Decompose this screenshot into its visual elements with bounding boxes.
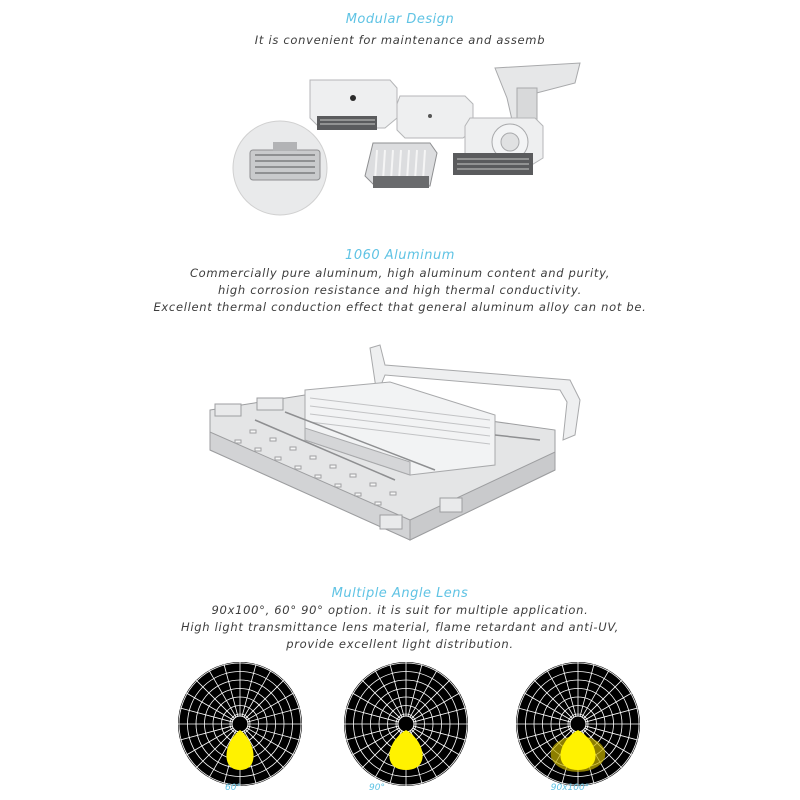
aluminum-line-3: Excellent thermal conduction effect that general aluminum alloy can not be. bbox=[153, 300, 647, 314]
caption-90: 90° bbox=[369, 783, 385, 793]
lens-line-2: High light transmittance lens material, flame retardant and anti-UV, bbox=[181, 620, 619, 634]
aluminum-line-1: Commercially pure aluminum, high aluminum content and purity, bbox=[189, 266, 611, 280]
inset-detail-image bbox=[233, 121, 327, 215]
modular-design-title: Modular Design bbox=[345, 12, 455, 27]
middle-module bbox=[397, 96, 473, 138]
left-module bbox=[310, 80, 397, 130]
polar-diagram-90x100 bbox=[512, 658, 644, 790]
caption-60: 60° bbox=[225, 783, 241, 793]
caption-90x100: 90x100° bbox=[550, 783, 590, 793]
right-module bbox=[453, 118, 543, 175]
polar-diagram-60 bbox=[174, 658, 306, 790]
aluminum-line-2: high corrosion resistance and high thermal conductivity. bbox=[218, 283, 582, 297]
lens-line-1: 90x100°, 60° 90° option. it is suit for multiple application. bbox=[211, 603, 589, 617]
polar-center bbox=[570, 716, 586, 732]
aluminum-housing-image bbox=[195, 340, 595, 555]
heatsink-module bbox=[365, 143, 437, 188]
polar-center bbox=[232, 716, 248, 732]
aluminum-title: 1060 Aluminum bbox=[345, 248, 455, 263]
lens-line-3: provide excellent light distribution. bbox=[286, 637, 514, 651]
polar-center bbox=[398, 716, 414, 732]
polar-diagram-90 bbox=[340, 658, 472, 790]
modular-design-image bbox=[225, 58, 585, 218]
lens-title: Multiple Angle Lens bbox=[331, 586, 469, 601]
modular-design-text: It is convenient for maintenance and assemb bbox=[254, 33, 546, 47]
